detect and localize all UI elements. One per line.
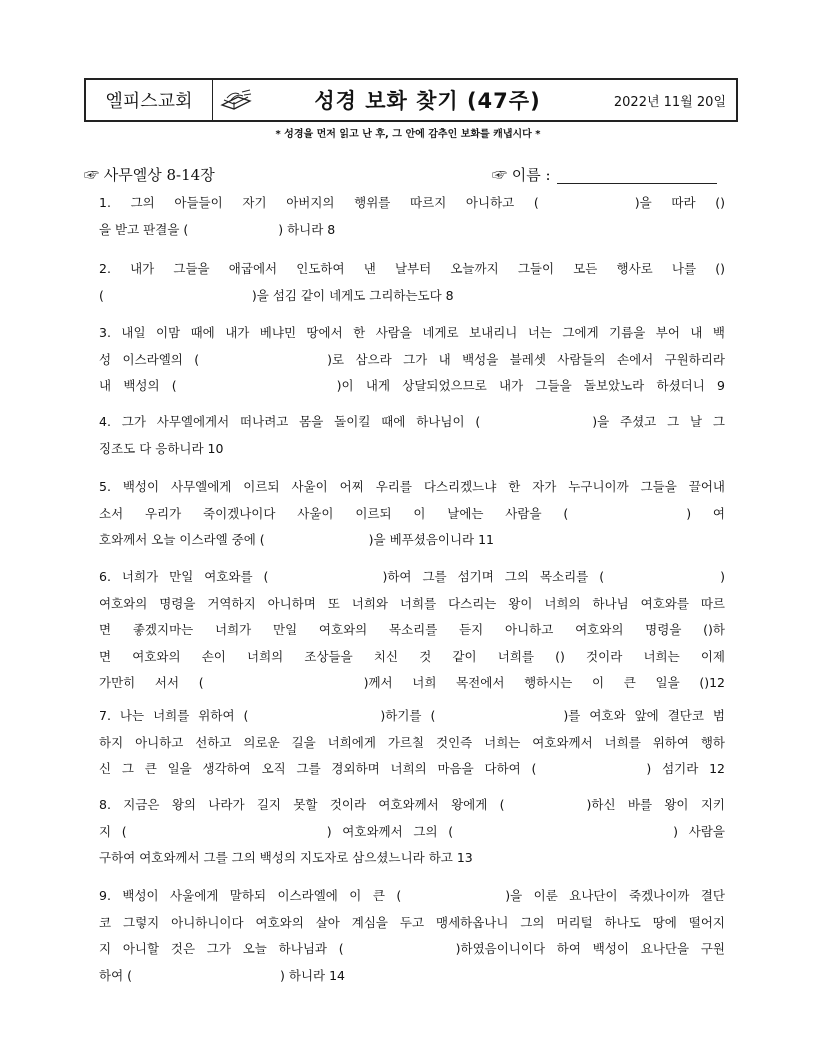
question-text: )하 <box>708 622 725 637</box>
question-line <box>99 792 725 819</box>
church-name: 엘피스교회 <box>86 80 213 120</box>
question-text: 신 그 큰 일을 생각하여 오직 그를 경외하며 너희의 마음을 다하여 ( <box>99 761 537 776</box>
question-text: ) <box>720 261 725 276</box>
question-text: )이 내게 상달되었으므로 내가 그들을 돌보았노라 하셨더니 9 <box>336 378 725 393</box>
worksheet-header <box>84 78 738 122</box>
question-text: 6. 너희가 만일 여호와를 ( <box>99 569 269 584</box>
question-text: 7. 나는 너희를 위하여 ( <box>99 708 249 723</box>
question-text: ) 섬기라 12 <box>646 761 725 776</box>
question-line <box>99 670 725 697</box>
question-line <box>99 703 725 730</box>
question-line <box>99 730 725 757</box>
question-text: 지 아니할 것은 그가 오늘 하나님과 ( <box>99 941 344 956</box>
question-text: )을 따라 ( <box>634 195 721 210</box>
question-text: 3. 내일 이맘 때에 내가 베냐민 땅에서 한 사람을 네게로 보내리니 너는 그에게 기름을 부어 내 백 <box>99 325 725 340</box>
question-line <box>99 436 725 463</box>
question-line <box>99 591 725 618</box>
question-6 <box>99 564 725 697</box>
question-line <box>99 373 725 400</box>
question-text: 소서 우리가 죽이겠나이다 사울이 이르되 이 날에는 사람을 ( <box>99 505 569 521</box>
question-text: ) 하니라 8 <box>278 221 336 237</box>
question-line <box>99 564 725 591</box>
question-text: ) 것이라 너희는 이제 <box>560 648 725 664</box>
question-text: )하여 그를 섬기며 그의 목소리를 ( <box>382 569 605 584</box>
question-text: )을 섬김 같이 네게도 그리하는도다 8 <box>251 287 454 303</box>
question-text: 징조도 다 응하니라 10 <box>99 440 224 456</box>
question-text: 가만히 서서 ( <box>99 675 204 690</box>
open-book-icon <box>213 80 259 120</box>
question-line <box>99 256 725 283</box>
question-text: 1. 그의 아들들이 자기 아버지의 행위를 따르지 아니하고 ( <box>99 195 539 210</box>
question-text: )을 이룬 요나단이 죽겠나이까 결단 <box>505 888 725 903</box>
question-text: )로 삼으라 그가 내 백성을 블레셋 사람들의 손에서 구원하리라 <box>327 351 725 367</box>
question-text: )하기를 ( <box>380 708 436 723</box>
question-2 <box>99 256 725 309</box>
question-text: 을 받고 판결을 ( <box>99 221 189 237</box>
question-line <box>99 936 725 963</box>
question-text: 코 그렇지 아니하니이다 여호와의 살아 계심을 두고 맹세하옵나니 그의 머리털 하나도 땅에 떨어지 <box>99 914 725 930</box>
name-blank-line[interactable] <box>557 169 717 184</box>
question-line <box>99 474 725 501</box>
question-text: 8. 지금은 왕의 나라가 길지 못할 것이라 여호와께서 왕에게 ( <box>99 797 505 812</box>
question-text: 면 여호와의 손이 너희의 조상들을 치신 것 같이 너희를 ( <box>99 648 561 664</box>
instruction-text: * 성경을 먼저 읽고 난 후, 그 안에 감추인 보화를 캐냅시다 * <box>275 129 541 140</box>
question-line <box>99 347 725 374</box>
question-text: )하신 바를 왕이 지키 <box>586 797 725 812</box>
question-text: )를 여호와 앞에 결단코 범 <box>563 708 726 723</box>
question-text: 4. 그가 사무엘에게서 떠나려고 몸을 돌이킬 때에 하나님이 ( <box>99 414 481 429</box>
question-text: 성 이스라엘의 ( <box>99 351 200 367</box>
question-line <box>99 617 725 644</box>
question-text: )을 베푸셨음이니라 11 <box>368 532 495 547</box>
question-line <box>99 644 725 671</box>
question-text: )께서 너희 목전에서 행하시는 이 큰 일을 ( <box>363 675 705 690</box>
reference-row <box>84 164 738 188</box>
question-7 <box>99 703 725 783</box>
question-text: ) 여호와께서 그의 ( <box>326 823 454 839</box>
question-line <box>99 527 725 554</box>
question-text: 하여 ( <box>99 967 133 983</box>
question-text: 지 ( <box>99 823 127 839</box>
question-text: ( <box>99 287 104 303</box>
question-line <box>99 963 725 990</box>
question-text: 하지 아니하고 선하고 의로운 길을 너희에게 가르칠 것인즉 너희는 여호와께서 너희를 위하여 행하 <box>99 734 725 750</box>
question-text: 면 좋겠지마는 너희가 만일 여호와의 목소리를 듣지 아니하고 여호와의 명령을 ( <box>99 622 709 637</box>
question-line <box>99 883 725 910</box>
worksheet-title: 성경 보화 찾기 (47주) <box>314 89 541 113</box>
question-text: )을 주셨고 그 날 그 <box>592 414 725 429</box>
question-line <box>99 217 725 244</box>
question-text: 구하여 여호와께서 그를 그의 백성의 지도자로 삼으셨느니라 하고 13 <box>99 850 473 865</box>
question-9 <box>99 883 725 989</box>
question-line <box>99 409 725 436</box>
question-line <box>99 190 725 217</box>
question-3 <box>99 320 725 400</box>
question-text: ) 사람을 <box>673 823 725 839</box>
question-1 <box>99 190 725 243</box>
question-line <box>99 283 725 310</box>
question-text: 5. 백성이 사무엘에게 이르되 사울이 어찌 우리를 다스리겠느냐 한 자가 누구니이까 그들을 끌어내 <box>99 479 725 494</box>
question-line <box>99 320 725 347</box>
question-line <box>99 756 725 783</box>
question-5 <box>99 474 725 554</box>
question-line <box>99 845 725 872</box>
question-text: 호와께서 오늘 이스라엘 중에 ( <box>99 532 265 547</box>
bible-reference: ☞ 사무엘상 8-14장 <box>84 166 215 184</box>
question-text: 2. 내가 그들을 애굽에서 인도하여 낸 날부터 오늘까지 그들이 모든 행사로 나를 ( <box>99 261 721 276</box>
question-text: ) <box>720 569 725 584</box>
worksheet-date: 2022년 11월 20일 <box>613 94 726 110</box>
question-line <box>99 501 725 528</box>
question-text: )12 <box>704 675 725 690</box>
question-text: 여호와의 명령을 거역하지 아니하며 또 너희와 너희를 다스리는 왕이 너희의 하나님 여호와를 따르 <box>99 595 725 611</box>
question-text: ) 하니라 14 <box>280 967 345 983</box>
question-line <box>99 910 725 937</box>
question-8 <box>99 792 725 872</box>
name-field[interactable] <box>492 164 717 185</box>
question-text: ) <box>720 195 725 210</box>
question-text: 9. 백성이 사울에게 말하되 이스라엘에 이 큰 ( <box>99 888 402 903</box>
question-text: )하였음이니이다 하여 백성이 요나단을 구원 <box>455 941 725 956</box>
question-line <box>99 819 725 846</box>
question-4 <box>99 409 725 462</box>
name-label: ☞ 이름 : <box>492 166 551 184</box>
question-text: ) 여 <box>686 505 725 521</box>
question-text: 내 백성의 ( <box>99 378 177 393</box>
